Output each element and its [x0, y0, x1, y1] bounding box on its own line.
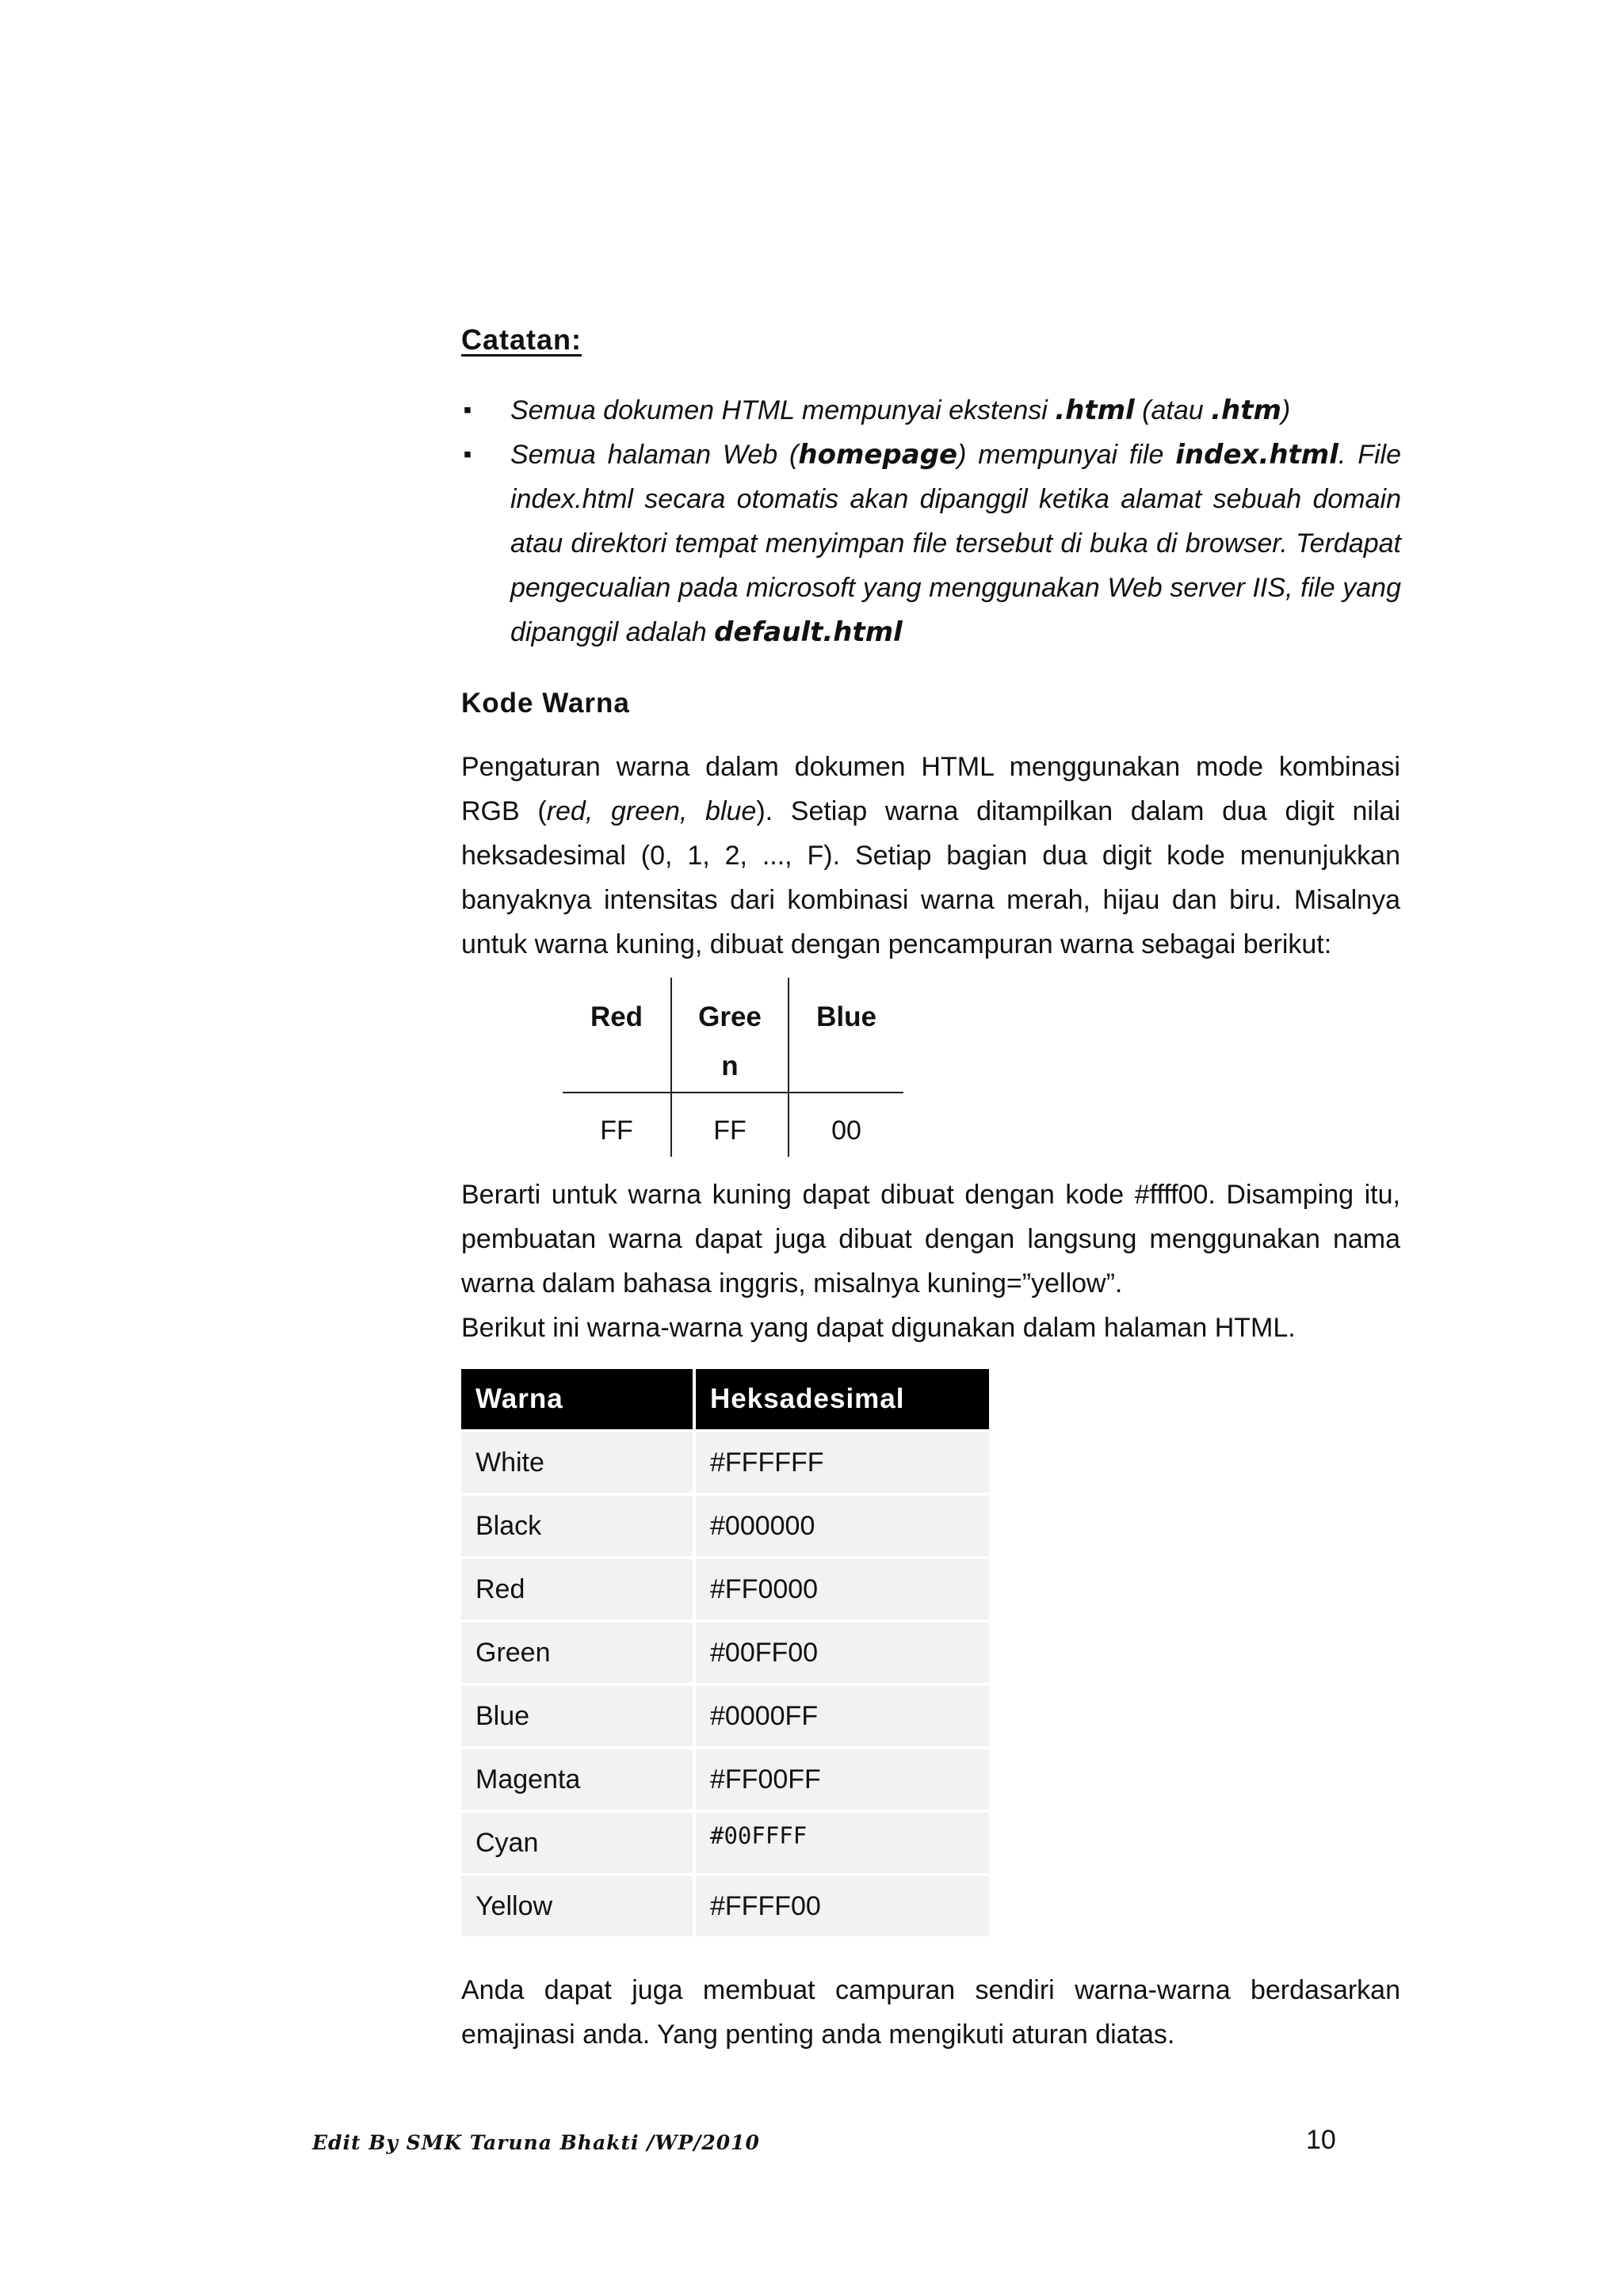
page-number: 10: [1306, 2125, 1336, 2155]
rgb-table-header-rule: [563, 1092, 903, 1093]
text-run: Pengaturan warna dalam dokumen HTML menggunakan mode kombinasi RGB (: [461, 752, 1400, 826]
paragraph-line: Berikut ini warna-warna yang dapat digunakan dalam halaman HTML.: [461, 1313, 1296, 1343]
text-run: Semua halaman Web (: [510, 440, 799, 470]
table-row: [461, 1813, 989, 1873]
color-hex-cell: #FFFFFF: [696, 1432, 989, 1493]
rgb-header-green-line2: n: [721, 1051, 739, 1081]
table-row: [461, 1623, 989, 1683]
rgb-value-blue: 00: [831, 1116, 861, 1146]
color-hex-cell: #00FFFF: [696, 1813, 989, 1873]
color-name-cell: Yellow: [461, 1876, 693, 1936]
color-table-header-heksadesimal: Heksadesimal: [696, 1369, 989, 1429]
text-run: . File index.html secara otomatis akan dipanggil ketika alamat sebuah domain atau direktori tempat menyimpan file tersebut di buka di browser. Terdapat pengecualian pada microsoft yang menggunakan Web server IIS, file yang dipanggil adalah: [510, 440, 1402, 647]
color-name-cell: White: [461, 1432, 693, 1493]
table-row: [461, 1749, 989, 1810]
note-bullet-2: [458, 433, 1401, 654]
color-hex-cell: #000000: [696, 1496, 989, 1556]
rgb-value-green: FF: [713, 1116, 747, 1146]
footer-credit: Edit By SMK Taruna Bhakti /WP/2010: [312, 2131, 760, 2154]
color-name-cell: Red: [461, 1559, 693, 1619]
table-row: [461, 1876, 989, 1936]
text-run-bold: default.html: [714, 616, 903, 648]
bullet-text: [510, 395, 1290, 425]
color-hex-cell: #00FF00: [696, 1623, 989, 1683]
rgb-table: [563, 978, 903, 1157]
table-row: [461, 1686, 989, 1746]
text-run: Semua dokumen HTML mempunyai ekstensi: [510, 395, 1056, 425]
text-run: ): [1281, 395, 1291, 425]
bullet-square-icon: ▪: [463, 441, 472, 467]
text-run: ). Setiap warna ditampilkan dalam dua digit nilai heksadesimal (0, 1, 2, ..., F). Setiap bagian dua digit kode menunjukkan banyaknya intensitas dari kombinasi warna merah, hijau dan biru. Misalnya untuk warna kuning, dibuat dengan pencampuran warna sebagai berikut:: [461, 796, 1401, 959]
text-run-bold: index.html: [1175, 439, 1338, 471]
section-title: Kode Warna: [461, 688, 630, 719]
color-name-cell: Magenta: [461, 1749, 693, 1810]
paragraph-rgb-intro: [461, 745, 1400, 967]
color-name-cell: Green: [461, 1623, 693, 1683]
color-hex-cell: #0000FF: [696, 1686, 989, 1746]
text-run-bold: homepage: [798, 439, 958, 471]
color-name-cell: Black: [461, 1496, 693, 1556]
table-row: [461, 1432, 989, 1493]
text-run-italic: red, green, blue: [546, 796, 757, 826]
rgb-value-red: FF: [600, 1116, 633, 1146]
table-row: [461, 1559, 989, 1619]
rgb-header-red: Red: [590, 1001, 643, 1032]
paragraph-closing: Anda dapat juga membuat campuran sendiri warna-warna berdasarkan emajinasi anda. Yang penting anda mengikuti aturan diatas.: [461, 1975, 1400, 2050]
bullet-text: [510, 440, 1401, 647]
note-bullet-1: [458, 388, 1401, 433]
rgb-header-green: [672, 1001, 788, 1082]
paragraph-yellow-code: [461, 1173, 1400, 1350]
table-row: [461, 1496, 989, 1556]
text-run: (atau: [1134, 395, 1212, 425]
color-hex-cell: #FF00FF: [696, 1749, 989, 1810]
paragraph-line: Berarti untuk warna kuning dapat dibuat dengan kode #ffff00. Disamping itu, pembuatan warna dapat juga dibuat dengan langsung menggunakan nama warna dalam bahasa inggris, misalnya kuning=”yellow”.: [461, 1180, 1400, 1299]
text-run-bold: .htm: [1211, 395, 1281, 426]
note-bullet-list: [458, 388, 1401, 654]
color-name-cell: Cyan: [461, 1813, 693, 1873]
text-run-bold: .html: [1055, 395, 1135, 426]
bullet-square-icon: ▪: [463, 397, 472, 423]
text-run: ) mempunyai file: [957, 440, 1176, 470]
color-name-cell: Blue: [461, 1686, 693, 1746]
color-table-header-row: [461, 1369, 989, 1429]
rgb-header-blue: Blue: [816, 1001, 876, 1032]
color-hex-cell: #FF0000: [696, 1559, 989, 1619]
color-hex-cell: #FFFF00: [696, 1876, 989, 1936]
color-table-header-warna: Warna: [461, 1369, 693, 1429]
note-heading: Catatan:: [461, 323, 582, 356]
rgb-header-green-line1: Gree: [698, 1001, 762, 1032]
